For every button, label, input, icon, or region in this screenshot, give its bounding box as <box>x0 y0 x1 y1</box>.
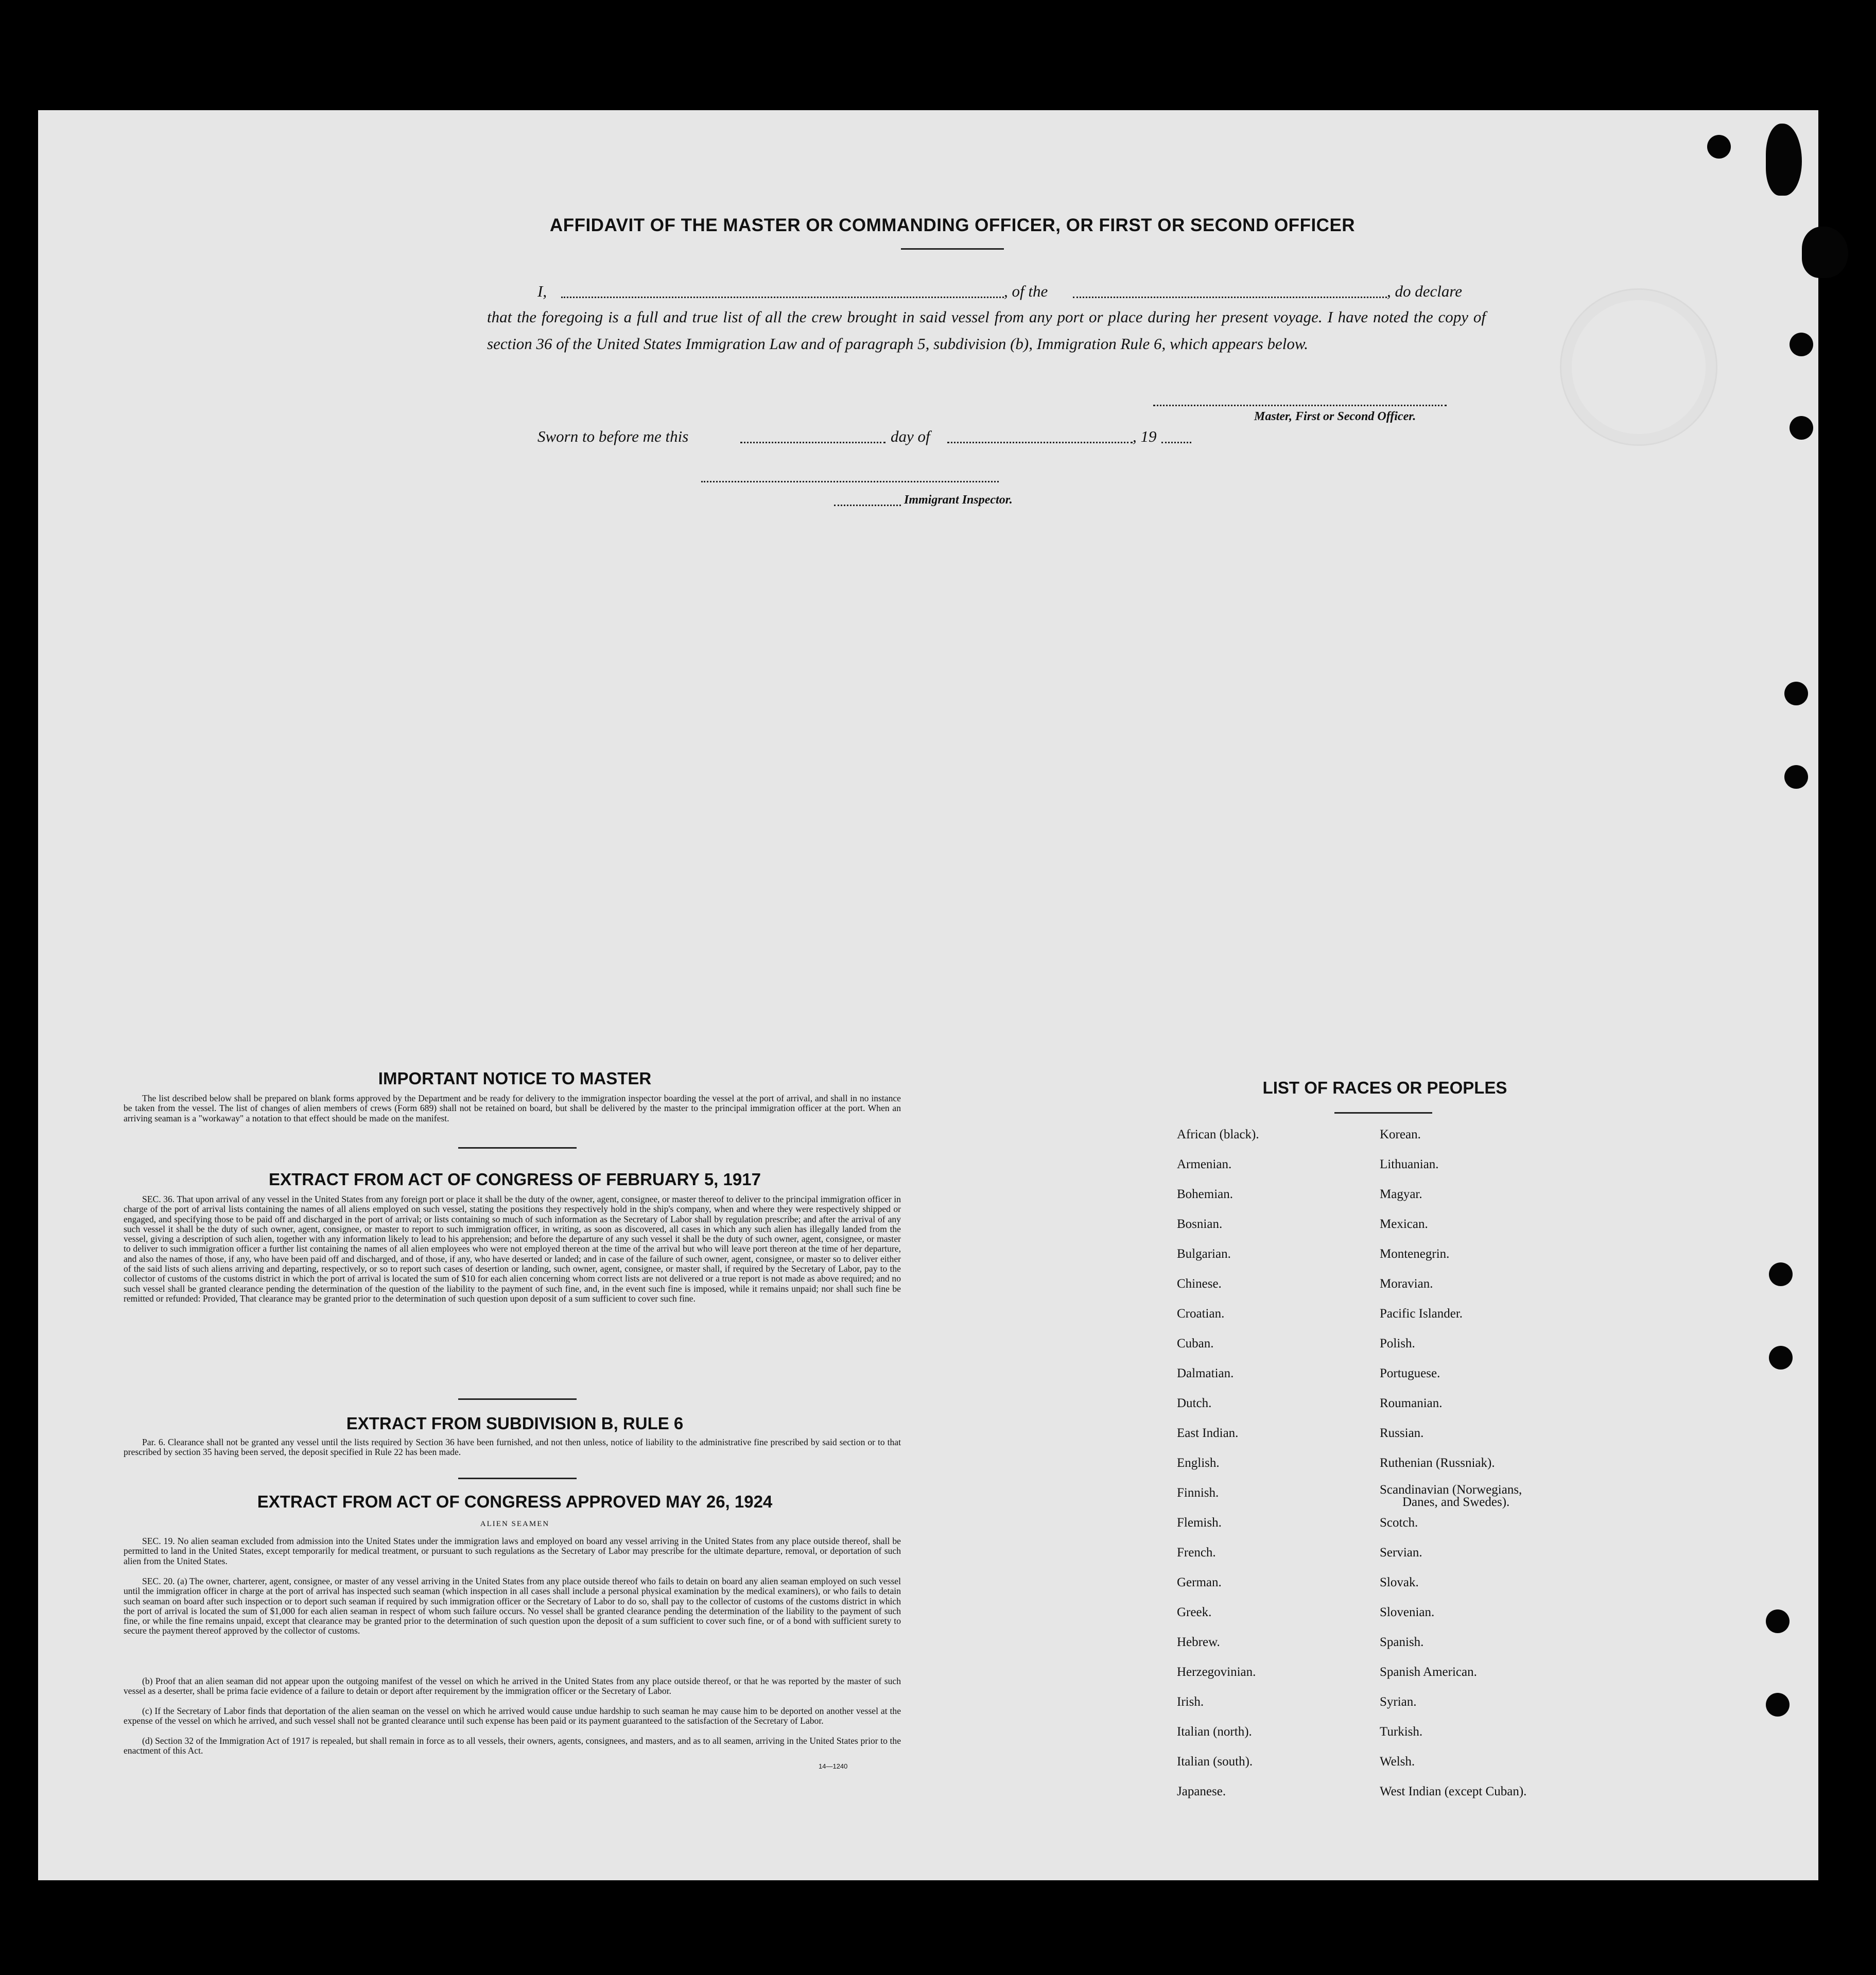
race-item: French. <box>1177 1546 1216 1560</box>
race-item: Servian. <box>1380 1546 1422 1560</box>
race-item: Irish. <box>1177 1695 1204 1709</box>
race-item: Bosnian. <box>1177 1217 1223 1231</box>
declare-of: , of the <box>1004 282 1048 300</box>
year-blank <box>1161 442 1191 443</box>
race-item: Herzegovinian. <box>1177 1665 1256 1679</box>
extract-1924-sec20d: (d) Section 32 of the Immigration Act of 1917 is repealed, but shall remain in force as to all vessels, their owners, agents, consignees, and masters, and as to all seamen, arriving in the United States prior to the enactment of this Act. <box>124 1736 901 1756</box>
race-item: Lithuanian. <box>1380 1157 1439 1171</box>
race-item: Cuban. <box>1177 1337 1214 1350</box>
race-item: Ruthenian (Russniak). <box>1380 1456 1495 1470</box>
race-item: Russian. <box>1380 1426 1424 1440</box>
name-blank <box>561 297 1004 298</box>
race-item: Dalmatian. <box>1177 1366 1234 1380</box>
race-item: Danes, and Swedes). <box>1402 1495 1510 1509</box>
day-blank <box>740 442 885 443</box>
race-item: Armenian. <box>1177 1157 1232 1171</box>
race-item: Portuguese. <box>1380 1366 1440 1380</box>
race-item: Slovenian. <box>1380 1605 1435 1619</box>
punch-hole <box>1766 1693 1790 1717</box>
extract-1924-sec20c: (c) If the Secretary of Labor finds that deportation of the alien seaman on the vessel on which he arrived would cause undue hardship to such seaman he may cause him to be deported on another vessel at the expense of the vessel on which he arrived, and such vessel shall not be granted clearance until such expense has been paid or its payment guaranteed to the satisfaction of the Secretary of Labor. <box>124 1706 901 1726</box>
race-item: Scotch. <box>1380 1516 1418 1530</box>
races-title: LIST OF RACES OR PEOPLES <box>1262 1078 1507 1097</box>
inspector-signature-line <box>701 481 999 482</box>
race-item: Spanish American. <box>1380 1665 1477 1679</box>
race-item: West Indian (except Cuban). <box>1380 1785 1527 1798</box>
year-prefix: , 19 <box>1133 427 1157 445</box>
title-rule <box>901 248 1004 250</box>
race-item: Magyar. <box>1380 1187 1422 1201</box>
punch-hole <box>1769 1262 1793 1286</box>
race-item: Spanish. <box>1380 1635 1424 1649</box>
race-item: Bohemian. <box>1177 1187 1234 1201</box>
race-item: Mexican. <box>1380 1217 1428 1231</box>
race-item: Welsh. <box>1380 1755 1415 1769</box>
extract-1924-subtitle: ALIEN SEAMEN <box>480 1520 550 1528</box>
race-item: Moravian. <box>1380 1277 1433 1291</box>
race-item: Chinese. <box>1177 1277 1222 1291</box>
race-item: East Indian. <box>1177 1426 1239 1440</box>
inspector-label: Immigrant Inspector. <box>904 493 1013 507</box>
race-item: Croatian. <box>1177 1307 1225 1321</box>
section-rule <box>458 1398 577 1400</box>
punch-hole <box>1769 1346 1793 1370</box>
punch-hole <box>1784 682 1808 705</box>
race-item: Slovak. <box>1380 1575 1419 1589</box>
race-item: Syrian. <box>1380 1695 1417 1709</box>
extract-rule6-title: EXTRACT FROM SUBDIVISION B, RULE 6 <box>346 1414 684 1433</box>
affidavit-paragraph: that the foregoing is a full and true list of all the crew brought in said vessel from any port or place during her present voyage. I have noted the copy of section 36 of the United States Immigration Law and of paragraph 5, subdivision (b), Immigration Rule 6, which appears below. <box>487 308 1486 353</box>
punch-hole <box>1784 765 1808 789</box>
extract-rule6-body: Par. 6. Clearance shall not be granted any vessel until the lists required by Section 36 have been furnished, and not then unless, notice of liability to the administrative fine prescribed by said section or to that prescribed by section 35 having been served, the deposit specified in Rule 22 has been made. <box>124 1437 901 1458</box>
race-item: Greek. <box>1177 1605 1212 1619</box>
race-item: Korean. <box>1380 1128 1421 1141</box>
inspector-leader <box>834 505 901 506</box>
section-rule <box>458 1147 577 1149</box>
ink-blot <box>1802 227 1848 278</box>
race-item: Finnish. <box>1177 1486 1219 1500</box>
race-item: African (black). <box>1177 1128 1259 1141</box>
section-rule <box>458 1478 577 1479</box>
day-of-text: day of <box>891 427 930 445</box>
race-item: Hebrew. <box>1177 1635 1220 1649</box>
race-item: English. <box>1177 1456 1220 1470</box>
race-item: Montenegrin. <box>1380 1247 1450 1261</box>
extract-1924-title: EXTRACT FROM ACT OF CONGRESS APPROVED MAY 26, 1924 <box>257 1492 773 1511</box>
race-item: Italian (south). <box>1177 1755 1253 1769</box>
punch-hole <box>1766 1609 1790 1633</box>
master-label: Master, First or Second Officer. <box>1254 410 1416 423</box>
race-item: Bulgarian. <box>1177 1247 1231 1261</box>
extract-1924-sec19: SEC. 19. No alien seaman excluded from admission into the United States under the immigration laws and employed on board any vessel arriving in the United States from any place outside thereof, shall be permitted to land in the United States, except temporarily for medical treatment, or pursuant to such regulations as the Secretary of Labor may prescribe for the ultimate departure, removal, or deportation of such alien from the United States. <box>124 1536 901 1566</box>
embossed-seal <box>1560 288 1717 446</box>
extract-1917-title: EXTRACT FROM ACT OF CONGRESS OF FEBRUARY 5, 1917 <box>269 1170 761 1189</box>
notice-body: The list described below shall be prepared on blank forms approved by the Department and be ready for delivery to the immigration inspector boarding the vessel at the port of arrival, and shall in no instance be taken from the vessel. The list of changes of alien members of crews (Form 689) shall not be retained on board, but shall be delivered by the master to the principal immigration officer at the port. When an arriving seaman is a "workaway" a notation to that effect should be made on the manifest. <box>124 1093 901 1123</box>
race-item: Flemish. <box>1177 1516 1222 1530</box>
extract-1924-sec20a: SEC. 20. (a) The owner, charterer, agent, consignee, or master of any vessel arriving in the United States from any place outside thereof who fails to detain on board any alien seaman employed on such vessel until the immigration officer in charge at the port of arrival has inspected such seaman (which inspection in all cases shall include a personal physical examination by the medical examiners), or who fails to detain such seaman on board after such inspection or to deport such seaman if required by such immigration officer or the Secretary of Labor to do so, shall pay to the collector of customs of the customs district in which the port of arrival is located the sum of $1,000 for each alien seaman in respect of whom such failure occurs. No vessel shall be granted clearance pending the determination of the liability to the payment of such fine, or while the fine remains unpaid, except that clearance may be granted prior to the determination of such question upon the deposit of a sum sufficient to cover such fine, or of a bond with sufficient surety to secure the payment thereof approved by the collector of customs. <box>124 1576 901 1636</box>
declare-end: , do declare <box>1387 282 1463 300</box>
affidavit-title: AFFIDAVIT OF THE MASTER OR COMMANDING OFFICER, OR FIRST OR SECOND OFFICER <box>549 215 1356 235</box>
race-item: Polish. <box>1380 1337 1415 1350</box>
extract-1917-body: SEC. 36. That upon arrival of any vessel in the United States from any foreign port or place it shall be the duty of the owner, agent, consignee, or master thereof to deliver to the principal immigration officer in charge of the port of arrival lists containing the names of all aliens employed on such vessel, stating the positions they respectively hold in the ship's company, when and where they were respectively shipped or engaged, and specifying those to be paid off and discharged in the port of arrival; or lists containing so much of such information as the Secretary of Labor shall by regulation prescribe; and after the arrival of any such vessel it shall be the duty of such owner, agent, consignee, or master to report to such immigration officer, in writing, as soon as discovered, all cases in which any such alien has illegally landed from the vessel, giving a description of such alien, together with any information likely to lead to his apprehension; and before the departure of any such vessel it shall be the duty of such owner, agent, consignee, or master to deliver to such immigration officer a further list containing the names of all alien employees who were not employed thereon at the time of the arrival but who will leave port thereon at the time of her departure, and also the names of those, if any, who have been paid off and discharged, and of those, if any, who have deserted or landed; and in case of the failure of such owner, agent, consignee, or master so to deliver either of the said lists of such aliens arriving and departing, respectively, or so to report such cases of desertion or landing, such owner, agent, consignee, or master shall, if required by the Secretary of Labor, pay to the collector of customs of the customs district in which the port of arrival is located the sum of $10 for each alien concerning whom correct lists are not delivered or a true report is not made as above required; and no such vessel shall be granted clearance pending the determination of the question of the liability to the payment of such fine, and, in the event such fine is imposed, while it remains unpaid; nor shall such fine be remitted or refunded: Provided, That clearance may be granted prior to the determination of such question upon deposit of a sum sufficient to cover such fine. <box>124 1194 901 1304</box>
race-item: Japanese. <box>1177 1785 1226 1798</box>
race-item: Italian (north). <box>1177 1725 1252 1739</box>
master-signature-line <box>1153 405 1447 406</box>
declare-i: I, <box>537 282 547 300</box>
races-title-rule <box>1334 1112 1432 1114</box>
form-number: 14—1240 <box>819 1762 848 1770</box>
notice-title: IMPORTANT NOTICE TO MASTER <box>378 1069 652 1088</box>
race-item: German. <box>1177 1575 1222 1589</box>
punch-hole <box>1707 135 1731 159</box>
race-item: Turkish. <box>1380 1725 1423 1739</box>
vessel-blank <box>1073 297 1387 298</box>
race-item: Roumanian. <box>1380 1396 1443 1410</box>
race-item: Scandinavian (Norwegians, <box>1380 1483 1522 1497</box>
extract-1924-sec20b: (b) Proof that an alien seaman did not appear upon the outgoing manifest of the vessel on which he arrived in the United States from any place outside thereof, or that he was reported by the master of such vessel as a deserter, shall be prima facie evidence of a failure to detain or deport after requirement by the immigration officer or the Secretary of Labor. <box>124 1676 901 1696</box>
punch-hole <box>1790 333 1813 356</box>
ink-blot <box>1766 124 1802 196</box>
race-item: Dutch. <box>1177 1396 1212 1410</box>
race-item: Pacific Islander. <box>1380 1307 1463 1321</box>
month-blank <box>947 442 1133 443</box>
sworn-text: Sworn to before me this <box>537 427 689 445</box>
punch-hole <box>1790 416 1813 440</box>
